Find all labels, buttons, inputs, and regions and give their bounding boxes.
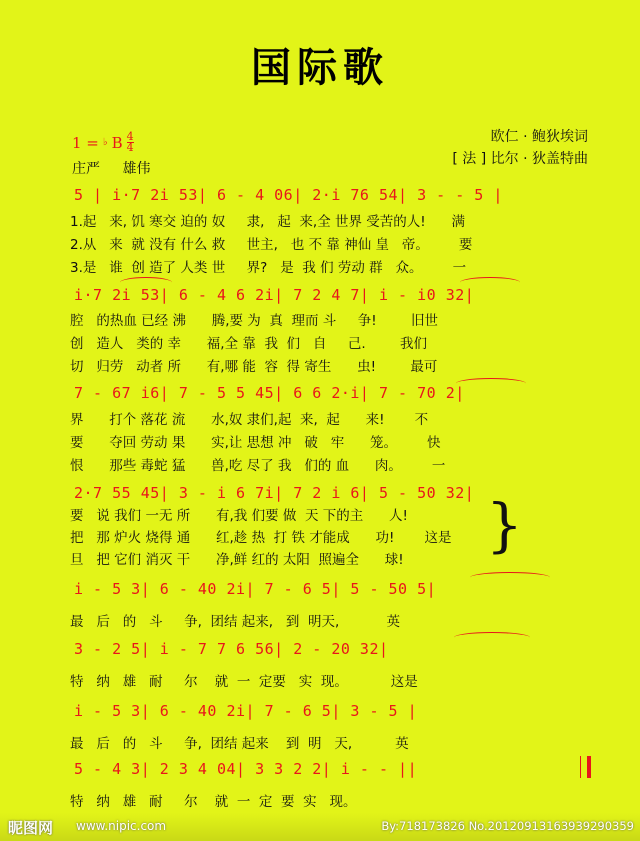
time-signature	[127, 132, 134, 153]
lyric-line-3-2: 要 夺回 劳动 果 实,让 思想 冲 破 牢 笼。 快	[70, 435, 441, 451]
watermark-footer	[0, 813, 640, 841]
site-url: www.nipic.com	[76, 819, 167, 833]
lyric-line-1-1: 1.起 来, 饥 寒交 迫的 奴 隶, 起 来,全 世界 受苦的人! 满	[70, 214, 465, 230]
lyric-line-4-1: 要 说 我们 一无 所 有,我 们要 做 天 下的主 人!	[70, 508, 443, 524]
lyric-line-3-3: 恨 那些 毒蛇 猛 兽,吃 尽了 我 们的 血 肉。 一	[70, 458, 446, 474]
song-title: 国际歌	[251, 45, 389, 91]
lyric-line-2-1: 腔 的热血 已经 沸 腾,要 为 真 理而 斗 争! 旧世	[70, 313, 438, 329]
lyric-line-4-3: 旦 把 它们 消灭 干 净,鲜 红的 太阳 照遍全 球!	[70, 552, 438, 568]
time-beats: 4	[126, 130, 134, 143]
notation-row-8: 5 - 4 3| 2 3 4 04| 3 3 2 2| i - - ||	[74, 760, 418, 778]
image-byline: By:718173826 No.20120913163939290359	[381, 819, 634, 833]
notation-row-1: 5 | i·7 2i 53| 6 - 4 06| 2·i 76 54| 3 - - 5 |	[74, 186, 503, 204]
notation-row-5: i - 5 3| 6 - 40 2i| 7 - 6 5| 5 - 50 5|	[74, 580, 437, 598]
notation-row-2: i·7 2i 53| 6 - 4 6 2i| 7 2 4 7| i - i0 32|	[74, 286, 475, 304]
key-note: B	[111, 133, 123, 152]
lyric-line-2-2: 创 造人 类的 幸 福,全 靠 我 们 自 己. 我们	[70, 336, 427, 352]
key-prefix: 1 =	[72, 133, 99, 152]
lyric-line-5: 最 后 的 斗 争, 团结 起来, 到 明天, 英	[70, 614, 400, 630]
key-signature	[72, 132, 134, 153]
lyric-line-3-1: 界 打个 落花 流 水,奴 隶们,起 来, 起 来! 不	[70, 412, 429, 428]
lyricist-credit: 欧仁 · 鲍狄埃词	[490, 129, 588, 145]
notation-row-6: 3 - 2 5| i - 7 7 6 56| 2 - 20 32|	[74, 640, 389, 658]
final-barline	[580, 756, 591, 778]
key-flat: ♭	[102, 137, 108, 148]
time-unit: 4	[126, 141, 134, 154]
site-logo: 昵图网	[8, 819, 54, 837]
lyric-line-8: 特 纳 雄 耐 尔 就 一 定 要 实 现。	[70, 794, 357, 810]
composer-credit: [ 法 ] 比尔 · 狄盖特曲	[452, 151, 588, 167]
lyric-line-1-3: 3.是 谁 创 造了 人类 世 界? 是 我 们 劳动 群 众。 一	[70, 260, 467, 276]
tempo-marking: 庄严 雄伟	[72, 161, 151, 177]
notation-row-4: 2·7 55 45| 3 - i 6 7i| 7 2 i 6| 5 - 50 32|	[74, 484, 475, 502]
lyric-line-2-3: 切 归劳 动者 所 有,哪 能 容 得 寄生 虫! 最可	[70, 359, 438, 375]
lyric-line-4-2: 把 那 炉火 烧得 通 红,趁 热 打 铁 才能成 功! 这是	[70, 530, 452, 546]
lyric-line-6: 特 纳 雄 耐 尔 就 一 定要 实 现。 这是	[70, 674, 418, 690]
notation-row-7: i - 5 3| 6 - 40 2i| 7 - 6 5| 3 - 5 |	[74, 702, 418, 720]
lyric-line-7: 最 后 的 斗 争, 团结 起来 到 明 天, 英	[70, 736, 409, 752]
verse-brace: }	[486, 491, 523, 559]
notation-row-3: 7 - 67 i6| 7 - 5 5 45| 6 6 2·i| 7 - 70 2|	[74, 384, 465, 402]
lyric-line-1-2: 2.从 来 就 没有 什么 救 世主, 也 不 靠 神仙 皇 帝。 要	[70, 237, 473, 253]
